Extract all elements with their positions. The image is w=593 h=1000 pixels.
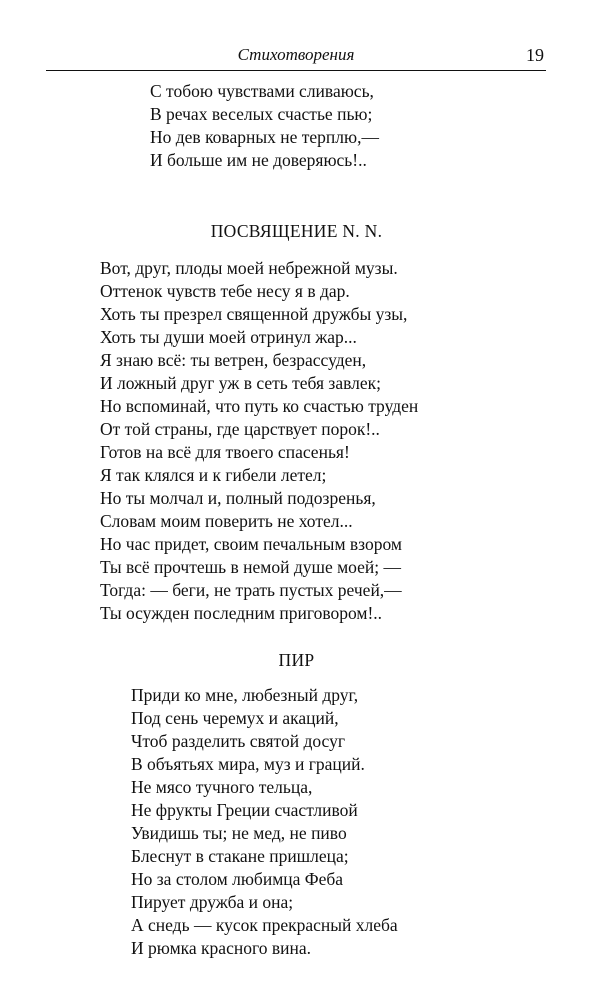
verse-line: В речах веселых счастье пью;: [150, 104, 373, 124]
verse-line: Под сень черемух и акаций,: [131, 708, 339, 728]
verse-line: А снедь — кусок прекрасный хлеба: [131, 915, 398, 935]
verse-line: Я так клялся и к гибели летел;: [100, 465, 327, 485]
verse-line: Но час придет, своим печальным взором: [100, 534, 402, 554]
verse-line: Словам моим поверить не хотел...: [100, 511, 353, 531]
verse-line: Я знаю всё: ты ветрен, безрассуден,: [100, 350, 367, 370]
verse-line: И больше им не доверяюсь!..: [150, 150, 367, 170]
page-number: 19: [526, 45, 544, 65]
verse-line: И ложный друг уж в сеть тебя завлек;: [100, 373, 381, 393]
verse-line: В объятьях мира, муз и граций.: [131, 754, 365, 774]
running-title: Стихотворения: [237, 45, 355, 64]
verse-line: Но ты молчал и, полный подозренья,: [100, 488, 376, 508]
verse-line: Но за столом любимца Феба: [131, 869, 344, 889]
verse-line: От той страны, где царствует порок!..: [100, 419, 380, 439]
verse-line: С тобою чувствами сливаюсь,: [150, 81, 374, 101]
verse-line: Хоть ты презрел священной дружбы узы,: [100, 304, 408, 324]
poem-continuation-stanza: [150, 80, 379, 172]
verse-line: Пирует дружба и она;: [131, 892, 294, 912]
poem-title-dedication: ПОСВЯЩЕНИЕ N. N.: [210, 221, 383, 241]
verse-line: Но дев коварных не терплю,—: [150, 127, 379, 147]
verse-line: Приди ко мне, любезный друг,: [131, 685, 359, 705]
verse-line: Вот, друг, плоды моей небрежной музы.: [100, 258, 398, 278]
poem-dedication-stanza: [100, 257, 418, 625]
verse-line: И рюмка красного вина.: [131, 938, 311, 958]
poem-title-feast: ПИР: [278, 650, 315, 670]
verse-line: Готов на всё для твоего спасенья!: [100, 442, 350, 462]
verse-line: Хоть ты души моей отринул жар...: [100, 327, 357, 347]
verse-line: Ты всё прочтешь в немой душе моей; —: [100, 557, 401, 577]
poem-feast-stanza: [131, 684, 398, 960]
verse-line: Но вспоминай, что путь ко счастью труден: [100, 396, 419, 416]
page-header: [46, 44, 546, 71]
verse-line: Ты осужден последним приговором!..: [100, 603, 383, 623]
verse-line: Не мясо тучного тельца,: [131, 777, 313, 797]
verse-line: Блеснут в стакане пришлеца;: [131, 846, 349, 866]
verse-line: Оттенок чувств тебе несу я в дар.: [100, 281, 350, 301]
verse-line: Увидишь ты; не мед, не пиво: [131, 823, 347, 843]
verse-line: Не фрукты Греции счастливой: [131, 800, 358, 820]
verse-line: Чтоб разделить святой досуг: [131, 731, 346, 751]
verse-line: Тогда: — беги, не трать пустых речей,—: [100, 580, 402, 600]
